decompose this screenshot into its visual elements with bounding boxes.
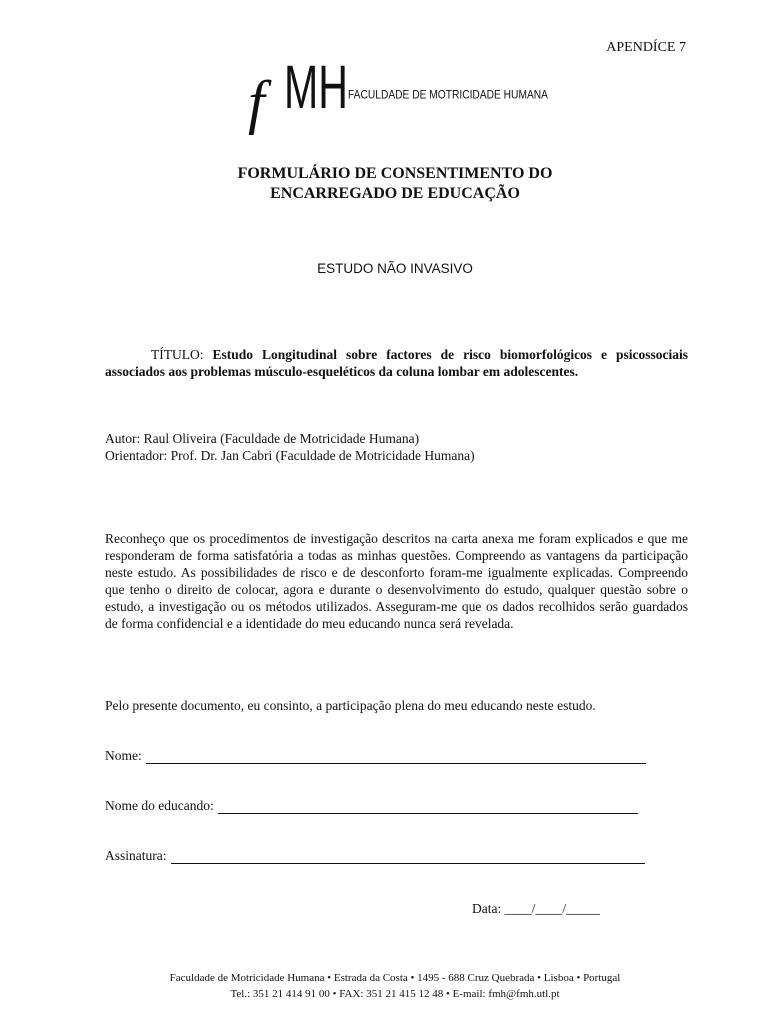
signature-blank-line[interactable] xyxy=(171,851,645,864)
name-field[interactable] xyxy=(105,748,646,764)
form-title-line2: ENCARREGADO DE EDUCAÇÃO xyxy=(270,185,520,202)
consent-statement: Pelo presente documento, eu consinto, a participação plena do meu educando neste estudo. xyxy=(105,698,596,713)
logo-institution-name: FACULDADE DE MOTRICIDADE HUMANA xyxy=(348,89,549,102)
student-name-label: Nome do educando: xyxy=(105,798,214,813)
logo-letter-f: f xyxy=(248,69,265,135)
study-title-paragraph xyxy=(105,346,688,380)
appendix-label: APENDÍCE 7 xyxy=(606,40,686,55)
name-label: Nome: xyxy=(105,748,142,763)
name-blank-line[interactable] xyxy=(146,751,646,764)
supervisor-line: Orientador: Prof. Dr. Jan Cabri (Faculdade de Motricidade Humana) xyxy=(105,448,475,463)
form-title-line1: FORMULÁRIO DE CONSENTIMENTO DO xyxy=(237,165,553,182)
logo-letters-mh: MH xyxy=(284,53,348,122)
footer-address: Faculdade de Motricidade Humana • Estrada da Costa • 1495 - 688 Cruz Quebrada • Lisboa • Portugal xyxy=(169,972,621,984)
footer-contacts: Tel.: 351 21 414 91 00 • FAX: 351 21 415 12 48 • E-mail: fmh@fmh.utl.pt xyxy=(230,988,560,1000)
authors-block xyxy=(105,430,475,464)
form-title xyxy=(0,164,770,204)
study-title-label: TÍTULO: xyxy=(151,347,213,362)
footer xyxy=(0,970,770,1002)
acknowledgement-paragraph: Reconheço que os procedimentos de investigação descritos na carta anexa me foram explicados e que me responderam de forma satisfatória a todas as minhas questões. Compreendo as vantagens da participação neste estudo. As possibilidades de risco e de desconforto foram-me igualmente explicadas. Compreendo que tenho o direito de colocar, agora e durante o desenvolvimento do estudo, qualquer questão sobre o estudo, a investigação ou os métodos utilizados. Asseguram-me que os dados recolhidos serão guardados de forma confidencial e a identidade do meu educando nunca será revelada. xyxy=(105,531,688,631)
fmh-logo-graphic xyxy=(246,42,556,146)
student-name-field[interactable] xyxy=(105,798,638,814)
date-field[interactable]: Data: ____/____/_____ xyxy=(472,901,600,916)
fmh-logo xyxy=(246,42,556,146)
student-name-blank-line[interactable] xyxy=(218,801,638,814)
study-title-text: Estudo Longitudinal sobre factores de risco biomorfológicos e psicossociais associados aos problemas músculo-esqueléticos da coluna lombar em adolescentes. xyxy=(105,347,689,379)
author-line: Autor: Raul Oliveira (Faculdade de Motricidade Humana) xyxy=(105,431,420,446)
study-type: ESTUDO NÃO INVASIVO xyxy=(317,261,473,276)
signature-label: Assinatura: xyxy=(105,848,167,863)
signature-field[interactable] xyxy=(105,848,645,864)
